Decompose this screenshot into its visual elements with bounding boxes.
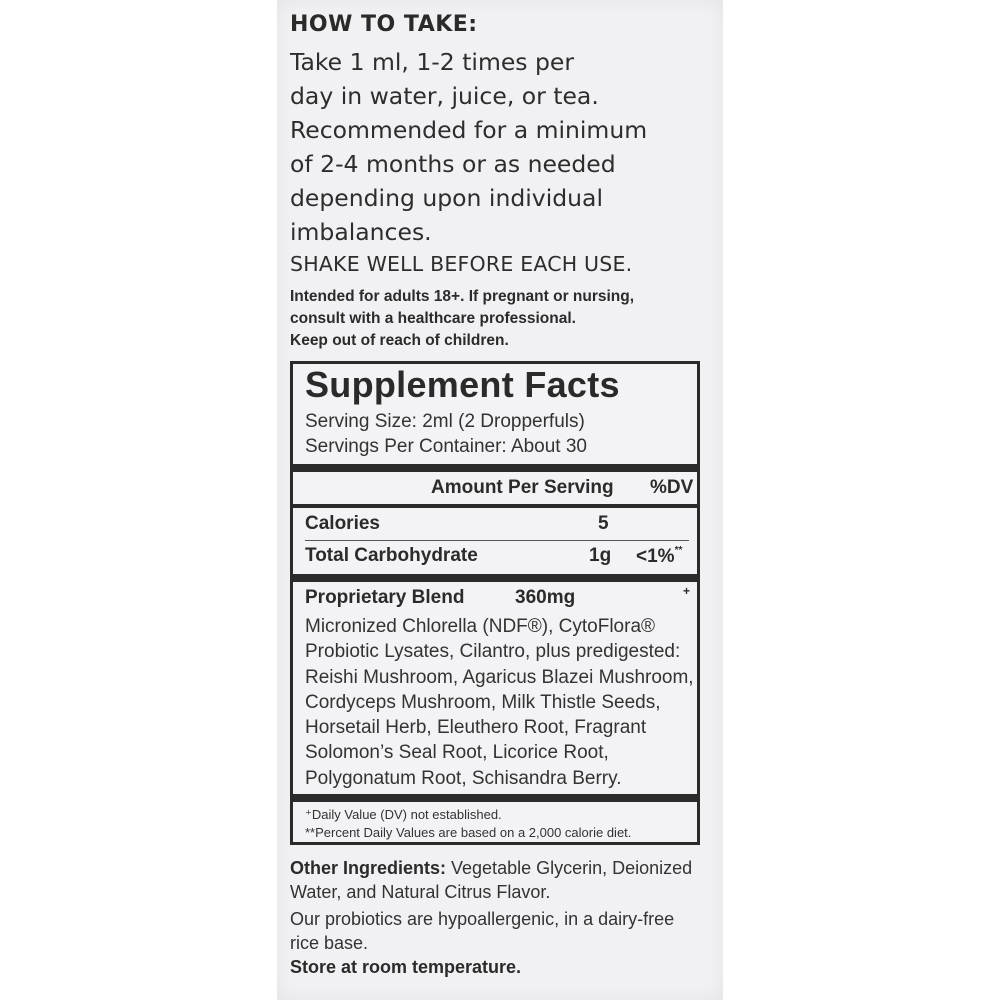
supplement-facts-title: Supplement Facts bbox=[305, 364, 620, 405]
serving-size: Serving Size: 2ml (2 Dropperfuls) bbox=[305, 411, 585, 432]
how-to-take-instructions bbox=[290, 45, 720, 249]
how-to-take-heading: HOW TO TAKE: bbox=[290, 12, 478, 37]
other-ingredients-line: Water, and Natural Citrus Flavor. bbox=[290, 882, 551, 902]
storage-instructions: Store at room temperature. bbox=[290, 957, 522, 977]
probiotics-line: rice base. bbox=[290, 933, 369, 953]
warning-line: consult with a healthcare professional. bbox=[290, 310, 576, 327]
blend-line: Horsetail Herb, Eleuthero Root, Fragrant bbox=[305, 717, 647, 739]
calories-label: Calories bbox=[305, 513, 380, 534]
warning-text bbox=[290, 286, 720, 352]
blend-line: Solomon’s Seal Root, Licorice Root, bbox=[305, 742, 609, 764]
instruction-line: Take 1 ml, 1-2 times per bbox=[290, 48, 575, 76]
servings-per-container: Servings Per Container: About 30 bbox=[305, 436, 588, 457]
blend-ingredients bbox=[305, 614, 700, 791]
amount-per-serving-header: Amount Per Serving bbox=[431, 477, 614, 498]
proprietary-blend-value: 360mg bbox=[515, 587, 576, 608]
blend-line: Cordyceps Mushroom, Milk Thistle Seeds, bbox=[305, 691, 661, 713]
instruction-line: imbalances. bbox=[290, 218, 432, 246]
divider-thin bbox=[305, 540, 689, 541]
blend-dv-mark: + bbox=[683, 584, 691, 598]
total-carbohydrate-dv bbox=[636, 545, 682, 568]
instruction-line: Recommended for a minimum bbox=[290, 116, 648, 144]
instruction-line: of 2-4 months or as needed bbox=[290, 150, 616, 178]
divider-thick bbox=[293, 574, 697, 582]
blend-line: Probiotic Lysates, Cilantro, plus predigested: bbox=[305, 641, 681, 663]
other-ingredients-section bbox=[290, 856, 720, 979]
other-ingredients-label: Other Ingredients: bbox=[290, 858, 447, 878]
divider-medium bbox=[293, 504, 697, 508]
blend-line: Polygonatum Root, Schisandra Berry. bbox=[305, 767, 622, 789]
instruction-line: depending upon individual bbox=[290, 184, 603, 212]
supplement-facts-box bbox=[290, 361, 700, 845]
calories-value: 5 bbox=[598, 513, 609, 534]
carb-dv-value: <1% bbox=[636, 546, 675, 567]
warning-line: Keep out of reach of children. bbox=[290, 332, 509, 349]
dv-header: %DV bbox=[650, 477, 694, 498]
blend-line: Micronized Chlorella (NDF®), CytoFlora® bbox=[305, 616, 656, 637]
footnote-percent-dv: **Percent Daily Values are based on a 2,000 calorie diet. bbox=[305, 825, 632, 840]
probiotics-line: Our probiotics are hypoallergenic, in a dairy-free bbox=[290, 909, 675, 929]
warning-line: Intended for adults 18+. If pregnant or nursing, bbox=[290, 288, 635, 305]
divider-thick bbox=[293, 464, 697, 472]
instruction-line: day in water, juice, or tea. bbox=[290, 82, 599, 110]
shake-well-notice: SHAKE WELL BEFORE EACH USE. bbox=[290, 252, 633, 276]
divider-thick bbox=[293, 794, 697, 802]
other-ingredients-line bbox=[290, 856, 720, 880]
carb-dv-footnote-mark: ** bbox=[674, 545, 683, 556]
other-ingredients-text: Vegetable Glycerin, Deionized bbox=[446, 858, 693, 878]
total-carbohydrate-value: 1g bbox=[589, 545, 612, 566]
footnote-dv-not-established: ⁺Daily Value (DV) not established. bbox=[305, 807, 502, 822]
blend-line: Reishi Mushroom, Agaricus Blazei Mushroom, bbox=[305, 666, 694, 688]
total-carbohydrate-label: Total Carbohydrate bbox=[305, 545, 478, 566]
proprietary-blend-label: Proprietary Blend bbox=[305, 587, 465, 608]
